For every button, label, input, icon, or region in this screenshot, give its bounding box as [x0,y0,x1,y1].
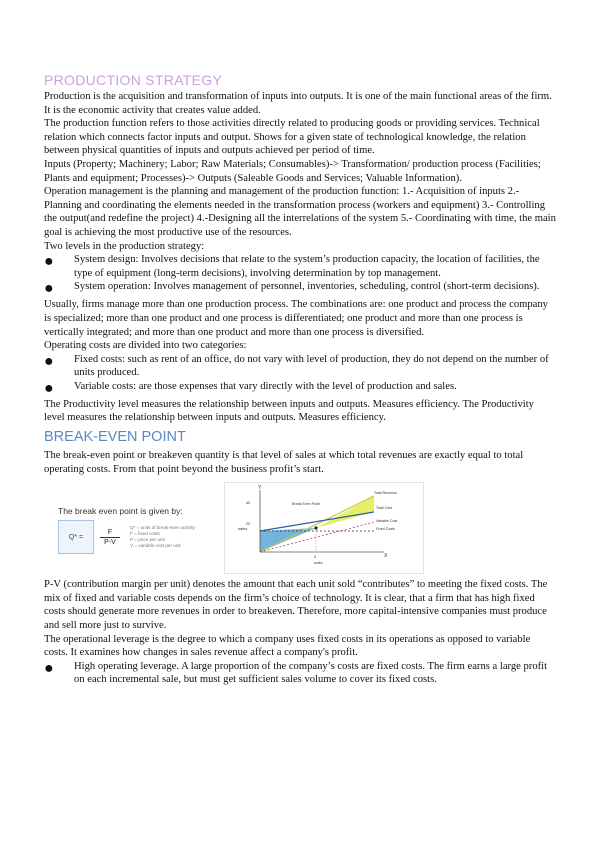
y-axis-label: sales [238,526,248,532]
paragraph-break-even-definition: The break-even point or breakeven quantity is that level of sales at which total revenues are exactly equal to total operating costs. From that point beyond the business profit’s start. [44,450,524,475]
section-heading-break-even: BREAK-EVEN POINT [44,429,186,446]
formula-body [58,520,218,554]
paragraph-production-processes: Usually, firms manage more than one production process. The combinations are: one product and process the company is specialized; more than one product and one process is differentiated; one product and more than one process is vertically integrated; and more than one product and more than one process is diversified. [44,299,548,338]
bullet-text: High operating leverage. A large proportion of the company’s costs are fixed costs. The firm earns a large profit on each incremental sale, but must get sufficient sales volume to cover its fixed costs. [74,660,548,686]
paragraph-contribution-margin: P-V (contribution margin per unit) denotes the amount that each unit sold “contributes” to meeting the fixed costs. The mix of fixed and variable costs depends on the firm’s choice of technology. It is clear, that a firm that has high fixed costs should generate more revenues in order to breakeven. Therefore, more capital-intensive companies must produce and sell more just to survive. [44,579,548,632]
formula-numerator: F [107,528,113,536]
label-variable-cost: Variable Cost [376,519,398,524]
bullet-marker: ● [44,253,54,271]
formula-legend [130,525,195,549]
bullet-marker: ● [44,379,54,397]
break-even-formula [58,506,218,566]
paragraph-two-levels: Two levels in the production strategy: [44,240,205,252]
label-total-cost: Total Cost [376,506,392,511]
formula-denominator: P-V [104,538,116,546]
bullet-marker: ● [44,352,54,370]
bullet-text: Variable costs: are those expenses that vary directly with the level of production and sales. [74,380,457,392]
paragraph-production-function: The production function refers to those activities directly related to producing goods or providing services. Technical relation which connects factor inputs and output. Shows for a given state of technological knowledge, the relation between physical quantities of inputs and outputs achieved per period of time. [44,118,540,157]
bullet-fixed-costs [44,353,556,380]
x-axis-label: units [314,560,323,566]
break-even-figure [44,482,556,574]
paragraph-operational-leverage: The operational leverage is the degree to which a company uses fixed costs in its operations as opposed to variable costs. It examines how changes in sales revenue affect a company's profit. [44,633,531,659]
label-break-even-point: Break Even Point [292,502,320,507]
paragraph-production-definition: Production is the acquisition and transformation of inputs into outputs. It is one of the main functional areas of the firm. It is the economic activity that creates value added. [44,91,552,116]
formula-fraction [100,529,120,546]
y-axis-letter: Y [258,485,262,492]
paragraph-productivity: The Productivity level measures the relationship between inputs and outputs. Measures efficiency. The Productivity level measures the relationship between inputs and outputs. Measures efficiency. [44,398,534,424]
y-tick-label: 40 [246,501,251,506]
document-page [44,72,556,687]
legend-line: F = fixed costs [130,531,160,537]
formula-lhs: Q* = [58,520,94,554]
y-tick-label: 20 [246,522,251,527]
paragraph-inputs-outputs: Inputs (Property; Machinery; Labor; Raw Materials; Consumables)-> Transformation/ production process (Facilities; Plants and equipment; Processes)-> Outputs (Saleable Goods and Services; Valuable Information). [44,158,541,184]
legend-line: P = price per unit [130,537,165,543]
break-even-point-marker [314,527,317,530]
bullet-text: System operation: Involves management of personnel, inventories, scheduling, control (short-term decisions). [74,281,540,293]
bullet-marker: ● [44,659,54,677]
label-fixed-costs: Fixed Costs [376,527,395,532]
label-total-revenue: Total Revenue [374,491,397,496]
bullet-high-operating-leverage [44,660,556,687]
paragraph-operating-costs: Operating costs are divided into two categories: [44,340,247,352]
formula-title: The break even point is given by: [58,506,183,517]
legend-line: Q* = units of break-even activity [130,525,195,531]
bullet-system-operation [44,280,556,298]
bullet-text: System design: Involves decisions that relate to the system’s production capacity, the location of facilities, the type of equipment (long-term decisions), involving determination by top management. [74,254,540,279]
bullet-variable-costs [44,380,556,398]
legend-line: V = variable cost per unit [130,543,181,549]
x-axis-letter: X [384,553,388,560]
paragraph-operation-management: Operation management is the planning and management of the production function: 1.- Acquisition of inputs 2.- Planning and coordinating the elements needed in the transformation process (workers and equipment) 3.- Controlling the output(and redefine the project) 4.-Designing all the interrelations of the system 5.- Coordinating with time, the main goal is achieving the most productive use of the resources. [44,186,556,238]
break-even-chart [224,482,424,574]
fraction-bar [100,537,120,538]
bullet-system-design [44,253,556,280]
bullet-text: Fixed costs: such as rent of an office, do not vary with level of production, they do not depend on the number of units produced. [74,353,549,379]
section-heading-production-strategy: PRODUCTION STRATEGY [44,72,223,88]
bullet-marker: ● [44,280,54,298]
x-tick-label: 3 [314,555,317,560]
